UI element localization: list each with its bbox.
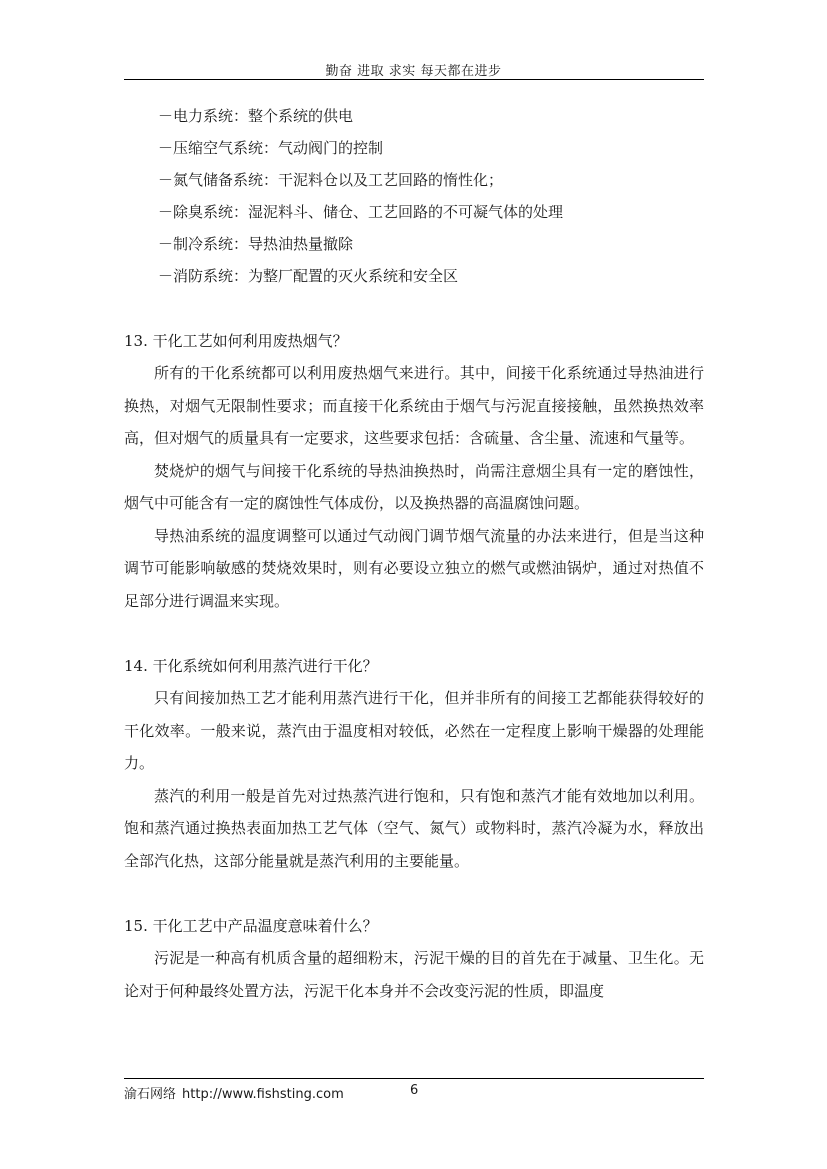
bullet-item: －氮气储备系统：干泥料仓以及工艺回路的惰性化； xyxy=(158,171,504,189)
page-header-motto: 勤奋 进取 求实 每天都在进步 xyxy=(325,64,502,79)
page-number: 6 xyxy=(410,1083,419,1098)
paragraph: 焚烧炉的烟气与间接干化系统的导热油换热时，尚需注意烟尘具有一定的磨蚀性，烟气中可能含有一定的腐蚀性气体成份，以及换热器的高温腐蚀问题。 xyxy=(124,461,704,512)
bullet-item: －消防系统：为整厂配置的灭火系统和安全区 xyxy=(158,267,459,285)
section-14 xyxy=(124,650,704,877)
footer-url[interactable]: http://www.fishsting.com xyxy=(182,1087,344,1102)
section-13 xyxy=(124,325,704,617)
paragraph: 导热油系统的温度调整可以通过气动阀门调节烟气流量的办法来进行，但是当这种调节可能影响敏感的焚烧效果时，则有必要设立独立的燃气或燃油锅炉，通过对热值不足部分进行调温来实现。 xyxy=(124,526,704,610)
bullet-item: －压缩空气系统：气动阀门的控制 xyxy=(158,139,384,157)
question-heading: 13. 干化工艺如何利用废热烟气？ xyxy=(124,332,348,350)
paragraph: 蒸汽的利用一般是首先对过热蒸汽进行饱和，只有饱和蒸汽才能有效地加以利用。饱和蒸汽通过换热表面加热工艺气体（空气、氮气）或物料时，蒸汽冷凝为水，释放出全部汽化热，这部分能量就是蒸汽利用的主要能量。 xyxy=(124,786,704,870)
bullet-item: －制冷系统：导热油热量撤除 xyxy=(158,235,354,253)
paragraph: 所有的干化系统都可以利用废热烟气来进行。其中，间接干化系统通过导热油进行换热，对烟气无限制性要求；而直接干化系统由于烟气与污泥直接接触，虽然换热效率高，但对烟气的质量具有一定要求，这些要求包括：含硫量、含尘量、流速和气量等。 xyxy=(124,364,704,447)
bullet-item: －电力系统：整个系统的供电 xyxy=(158,107,354,125)
question-heading: 14. 干化系统如何利用蒸汽进行干化？ xyxy=(124,657,378,675)
footer-divider xyxy=(124,1078,704,1079)
paragraph: 污泥是一种高有机质含量的超细粉末，污泥干燥的目的首先在于减量、卫生化。无论对于何种最终处置方法，污泥干化本身并不会改变污泥的性质，即温度 xyxy=(124,949,704,1000)
section-15 xyxy=(124,910,704,1007)
bullet-list xyxy=(124,100,704,292)
bullet-item: －除臭系统：湿泥料斗、储仓、工艺回路的不可凝气体的处理 xyxy=(158,203,564,221)
document-body xyxy=(124,100,704,1007)
page-footer xyxy=(124,1083,419,1102)
question-heading: 15. 干化工艺中产品温度意味着什么？ xyxy=(124,917,378,935)
footer-company: 渝石网络 xyxy=(124,1087,177,1102)
paragraph: 只有间接加热工艺才能利用蒸汽进行干化，但并非所有的间接工艺都能获得较好的干化效率。一般来说，蒸汽由于温度相对较低，必然在一定程度上影响干燥器的处理能力。 xyxy=(124,689,704,772)
header-divider xyxy=(124,79,704,80)
